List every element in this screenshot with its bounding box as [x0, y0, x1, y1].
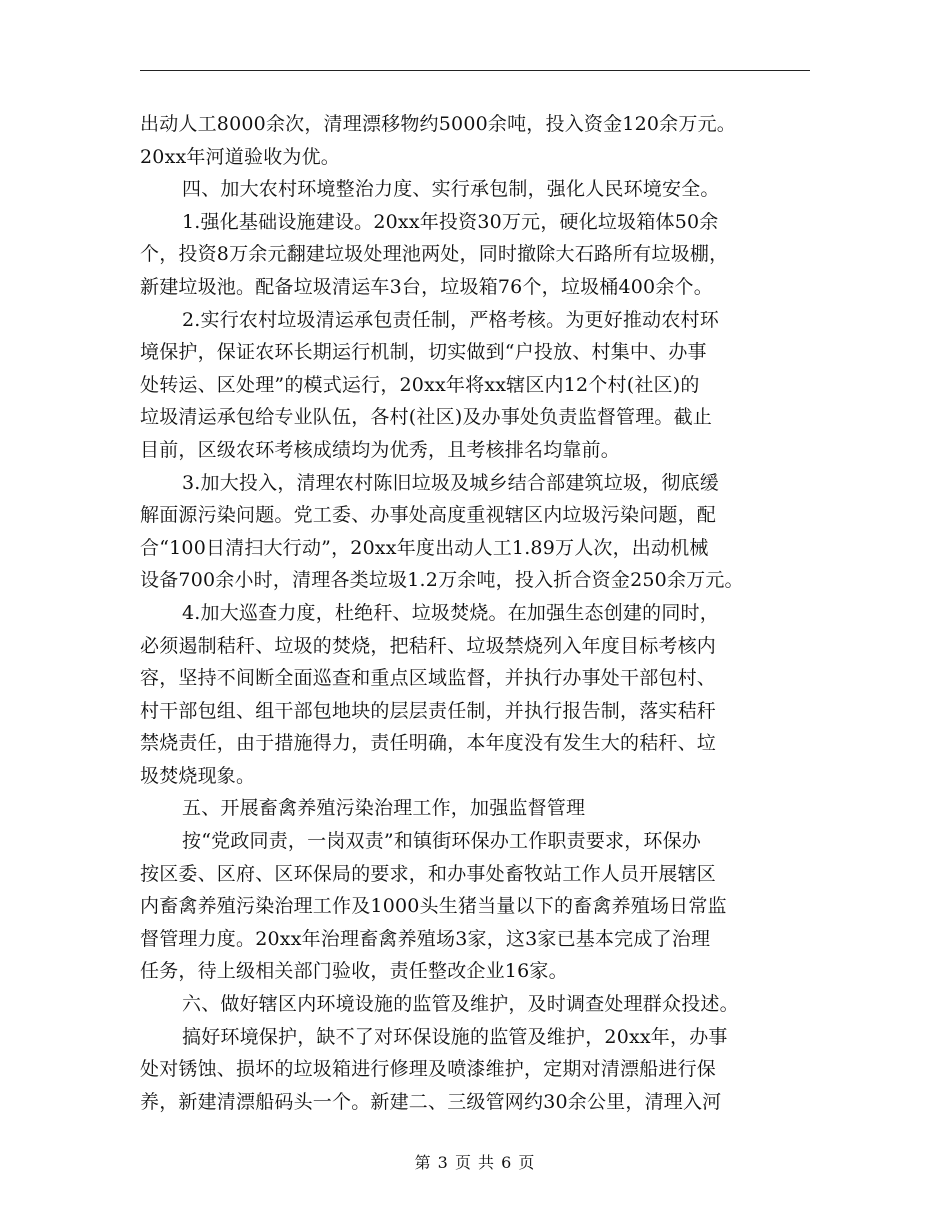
text-line: 垃圾清运承包给专业队伍，各村(社区)及办事处负责监督管理。截止 — [140, 406, 713, 429]
text-line: 内畜禽养殖污染治理工作及1000头生猪当量以下的畜禽养殖场日常监 — [140, 895, 727, 918]
text-line: 4.加大巡查力度，杜绝秆、垃圾焚烧。在加强生态创建的同时， — [182, 601, 719, 624]
text-line: 督管理力度。20xx年治理畜禽养殖场3家，这3家已基本完成了治理 — [140, 927, 711, 950]
text-line: 按“党政同责，一岗双责”和镇街环保办工作职责要求，环保办 — [182, 830, 702, 853]
text-line: 个，投资8万余元翻建垃圾处理池两处，同时撤除大石路所有垃圾棚， — [140, 243, 729, 266]
text-line: 禁烧责任，由于措施得力，责任明确，本年度没有发生大的秸秆、垃 — [140, 732, 717, 755]
document-body — [140, 108, 808, 1118]
text-line: 3.加大投入，清理农村陈旧垃圾及城乡结合部建筑垃圾，彻底缓 — [182, 471, 719, 494]
header-rule — [140, 70, 810, 71]
text-line: 四、加大农村环境整治力度、实行承包制，强化人民环境安全。 — [182, 178, 720, 201]
text-line: 解面源污染问题。党工委、办事处高度重视辖区内垃圾污染问题，配 — [140, 504, 717, 527]
text-line: 任务，待上级相关部门验收，责任整改企业16家。 — [140, 960, 568, 983]
text-line: 圾焚烧现象。 — [140, 764, 256, 787]
text-line: 合“100日清扫大行动”，20xx年度出动人工1.89万人次，出动机械 — [140, 536, 709, 559]
text-line: 容，坚持不间断全面巡查和重点区域监督，并执行办事处干部包村、 — [140, 667, 717, 690]
text-line: 目前，区级农环考核成绩均为优秀，且考核排名均靠前。 — [140, 438, 621, 461]
text-line: 1.强化基础设施建设。20xx年投资30万元，硬化垃圾箱体50余 — [182, 210, 719, 233]
text-line: 搞好环境保护，缺不了对环保设施的监管及维护，20xx年，办事 — [182, 1025, 728, 1048]
text-line: 养，新建清漂船码头一个。新建二、三级管网约30余公里，清理入河 — [140, 1090, 722, 1113]
text-line: 出动人工8000余次，清理漂移物约5000余吨，投入资金120余万元。 — [140, 113, 736, 135]
text-line: 境保护，保证农环长期运行机制，切实做到“户投放、村集中、办事 — [140, 341, 707, 364]
text-line: 2.实行农村垃圾清运承包责任制，严格考核。为更好推动农村环 — [182, 308, 719, 331]
text-line: 处对锈蚀、损坏的垃圾箱进行修理及喷漆维护，定期对清漂船进行保 — [140, 1058, 717, 1081]
text-line: 20xx年河道验收为优。 — [140, 145, 341, 168]
text-line: 村干部包组、组干部包地块的层层责任制，并执行报告制，落实秸秆 — [140, 699, 717, 722]
text-line: 六、做好辖区内环境设施的监管及维护，及时调查处理群众投述。 — [182, 993, 739, 1016]
text-line: 必须遏制秸秆、垃圾的焚烧，把秸秆、垃圾禁烧列入年度目标考核内 — [140, 634, 717, 657]
text-line: 设备700余小时，清理各类垃圾1.2万余吨，投入折合资金250余万元。 — [140, 569, 744, 592]
page-number-footer: 第 3 页 共 6 页 — [414, 1153, 536, 1172]
text-line: 按区委、区府、区环保局的要求，和办事处畜牧站工作人员开展辖区 — [140, 862, 717, 885]
text-line: 五、开展畜禽养殖污染治理工作，加强监督管理 — [182, 797, 586, 820]
text-line: 新建垃圾池。配备垃圾清运车3台，垃圾箱76个，垃圾桶400余个。 — [140, 275, 713, 298]
text-line: 处转运、区处理”的模式运行，20xx年将xx辖区内12个村(社区)的 — [140, 373, 700, 396]
